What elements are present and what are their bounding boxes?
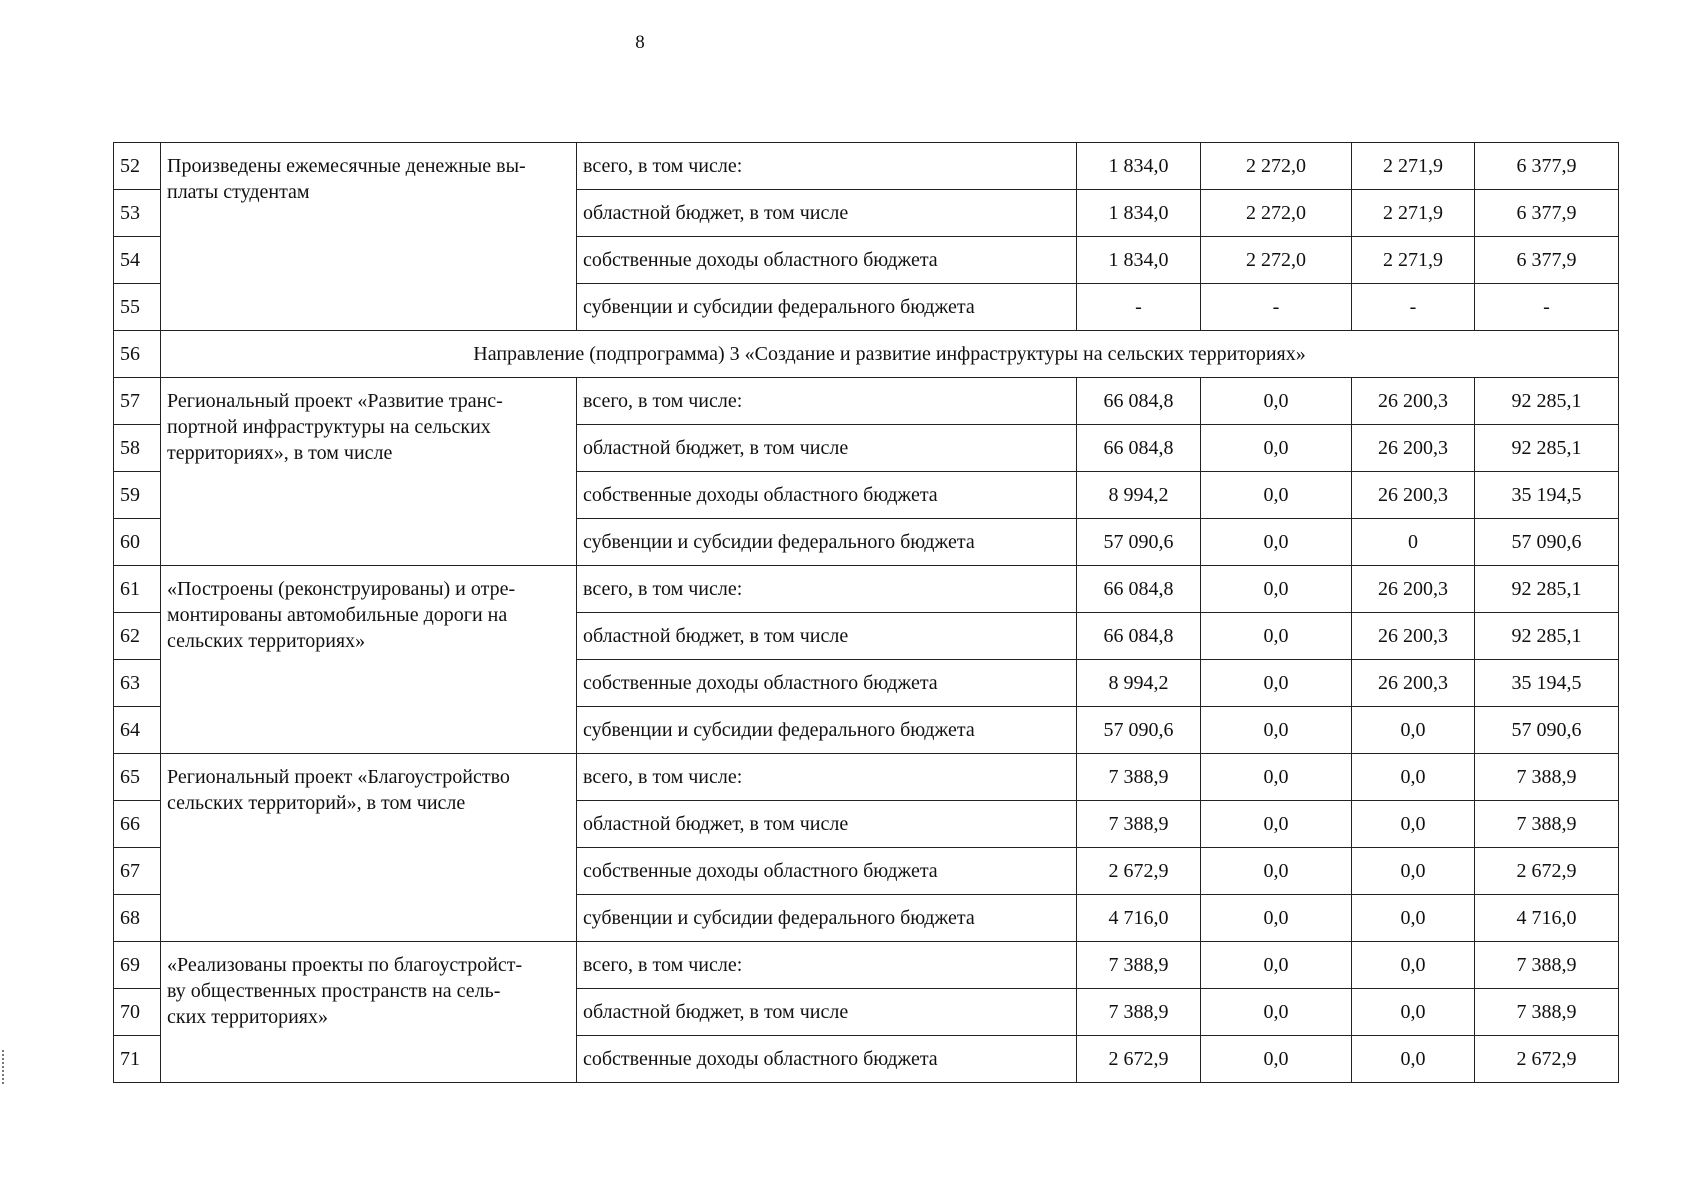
row-number: 57 — [114, 378, 161, 425]
value-year-2: - — [1201, 284, 1352, 331]
value-year-1: 4 716,0 — [1077, 895, 1201, 942]
funding-source-label: субвенции и субсидии федерального бюджета — [577, 707, 1077, 754]
value-year-3: - — [1352, 284, 1475, 331]
value-year-2: 0,0 — [1201, 989, 1352, 1036]
funding-source-label: собственные доходы областного бюджета — [577, 472, 1077, 519]
value-year-2: 0,0 — [1201, 566, 1352, 613]
table-row — [114, 754, 1619, 801]
value-year-1: - — [1077, 284, 1201, 331]
value-year-1: 57 090,6 — [1077, 519, 1201, 566]
value-year-3: 2 271,9 — [1352, 143, 1475, 190]
value-total: 92 285,1 — [1475, 378, 1619, 425]
funding-source-label: областной бюджет, в том числе — [577, 425, 1077, 472]
value-year-3: 2 271,9 — [1352, 237, 1475, 284]
funding-source-label: собственные доходы областного бюджета — [577, 1036, 1077, 1083]
row-number: 60 — [114, 519, 161, 566]
value-year-3: 0,0 — [1352, 989, 1475, 1036]
row-number: 59 — [114, 472, 161, 519]
row-number: 65 — [114, 754, 161, 801]
funding-source-label: всего, в том числе: — [577, 378, 1077, 425]
value-year-1: 1 834,0 — [1077, 190, 1201, 237]
value-total: 7 388,9 — [1475, 801, 1619, 848]
row-number: 63 — [114, 660, 161, 707]
value-year-1: 66 084,8 — [1077, 378, 1201, 425]
row-number: 54 — [114, 237, 161, 284]
measure-name: «Реализованы проекты по благоустройст- ву общественных пространств на сель- ских территориях» — [167, 954, 523, 1028]
value-year-2: 2 272,0 — [1201, 143, 1352, 190]
row-number: 53 — [114, 190, 161, 237]
row-number: 66 — [114, 801, 161, 848]
value-year-1: 1 834,0 — [1077, 237, 1201, 284]
value-year-3: 26 200,3 — [1352, 660, 1475, 707]
row-number: 67 — [114, 848, 161, 895]
value-total: 92 285,1 — [1475, 566, 1619, 613]
page-number: 8 — [635, 32, 645, 53]
value-year-1: 7 388,9 — [1077, 754, 1201, 801]
value-year-3: 0,0 — [1352, 754, 1475, 801]
value-total: 7 388,9 — [1475, 989, 1619, 1036]
value-total: 57 090,6 — [1475, 519, 1619, 566]
table-row — [114, 566, 1619, 613]
value-total: - — [1475, 284, 1619, 331]
value-year-3: 0,0 — [1352, 895, 1475, 942]
value-total: 6 377,9 — [1475, 190, 1619, 237]
funding-source-label: областной бюджет, в том числе — [577, 613, 1077, 660]
value-year-2: 2 272,0 — [1201, 190, 1352, 237]
measure-name: «Построены (реконструированы) и отре- монтированы автомобильные дороги на сельских территориях» — [167, 578, 516, 652]
section-row — [114, 331, 1619, 378]
value-year-2: 0,0 — [1201, 754, 1352, 801]
budget-table-body — [114, 143, 1619, 1083]
row-number: 56 — [114, 331, 161, 378]
funding-source-label: субвенции и субсидии федерального бюджета — [577, 284, 1077, 331]
row-number: 71 — [114, 1036, 161, 1083]
value-year-1: 66 084,8 — [1077, 613, 1201, 660]
value-total: 7 388,9 — [1475, 754, 1619, 801]
value-total: 2 672,9 — [1475, 1036, 1619, 1083]
value-year-2: 0,0 — [1201, 801, 1352, 848]
value-year-3: 0,0 — [1352, 1036, 1475, 1083]
value-total: 57 090,6 — [1475, 707, 1619, 754]
funding-source-label: субвенции и субсидии федерального бюджета — [577, 519, 1077, 566]
value-year-3: 0,0 — [1352, 801, 1475, 848]
funding-source-label: собственные доходы областного бюджета — [577, 237, 1077, 284]
table-row — [114, 143, 1619, 190]
value-year-3: 26 200,3 — [1352, 425, 1475, 472]
value-year-1: 7 388,9 — [1077, 942, 1201, 989]
funding-source-label: субвенции и субсидии федерального бюджета — [577, 895, 1077, 942]
value-year-2: 0,0 — [1201, 472, 1352, 519]
value-year-2: 0,0 — [1201, 942, 1352, 989]
value-year-2: 0,0 — [1201, 848, 1352, 895]
value-year-1: 8 994,2 — [1077, 660, 1201, 707]
value-total: 35 194,5 — [1475, 660, 1619, 707]
scan-margin-mark — [2, 1050, 6, 1084]
funding-source-label: всего, в том числе: — [577, 566, 1077, 613]
value-year-1: 2 672,9 — [1077, 848, 1201, 895]
row-number: 52 — [114, 143, 161, 190]
value-year-3: 0,0 — [1352, 707, 1475, 754]
budget-table — [113, 142, 1619, 1083]
value-year-2: 0,0 — [1201, 707, 1352, 754]
value-year-1: 7 388,9 — [1077, 801, 1201, 848]
value-total: 6 377,9 — [1475, 237, 1619, 284]
row-number: 58 — [114, 425, 161, 472]
funding-source-label: областной бюджет, в том числе — [577, 989, 1077, 1036]
value-year-3: 2 271,9 — [1352, 190, 1475, 237]
value-year-2: 0,0 — [1201, 519, 1352, 566]
table-row — [114, 378, 1619, 425]
value-total: 4 716,0 — [1475, 895, 1619, 942]
measure-name-cell — [161, 378, 577, 566]
measure-name-cell — [161, 754, 577, 942]
row-number: 64 — [114, 707, 161, 754]
section-title: Направление (подпрограмма) 3 «Создание и развитие инфраструктуры на сельских территориях» — [161, 331, 1619, 378]
row-number: 70 — [114, 989, 161, 1036]
measure-name-cell — [161, 942, 577, 1083]
funding-source-label: всего, в том числе: — [577, 942, 1077, 989]
row-number: 55 — [114, 284, 161, 331]
table-row — [114, 942, 1619, 989]
row-number: 68 — [114, 895, 161, 942]
value-year-1: 8 994,2 — [1077, 472, 1201, 519]
value-year-3: 0,0 — [1352, 942, 1475, 989]
measure-name-cell — [161, 143, 577, 331]
value-year-3: 0 — [1352, 519, 1475, 566]
value-total: 92 285,1 — [1475, 613, 1619, 660]
value-year-2: 0,0 — [1201, 660, 1352, 707]
funding-source-label: всего, в том числе: — [577, 143, 1077, 190]
value-year-2: 0,0 — [1201, 895, 1352, 942]
row-number: 61 — [114, 566, 161, 613]
value-year-3: 0,0 — [1352, 848, 1475, 895]
value-total: 92 285,1 — [1475, 425, 1619, 472]
value-total: 35 194,5 — [1475, 472, 1619, 519]
funding-source-label: областной бюджет, в том числе — [577, 190, 1077, 237]
value-total: 6 377,9 — [1475, 143, 1619, 190]
value-total: 2 672,9 — [1475, 848, 1619, 895]
row-number: 69 — [114, 942, 161, 989]
funding-source-label: собственные доходы областного бюджета — [577, 660, 1077, 707]
funding-source-label: всего, в том числе: — [577, 754, 1077, 801]
value-year-3: 26 200,3 — [1352, 566, 1475, 613]
value-year-3: 26 200,3 — [1352, 613, 1475, 660]
value-year-3: 26 200,3 — [1352, 472, 1475, 519]
row-number: 62 — [114, 613, 161, 660]
value-year-2: 0,0 — [1201, 378, 1352, 425]
value-year-3: 26 200,3 — [1352, 378, 1475, 425]
value-year-2: 2 272,0 — [1201, 237, 1352, 284]
value-year-1: 2 672,9 — [1077, 1036, 1201, 1083]
measure-name: Региональный проект «Развитие транс- портной инфраструктуры на сельских территориях», в том числе — [167, 390, 503, 464]
value-year-1: 66 084,8 — [1077, 425, 1201, 472]
value-year-1: 1 834,0 — [1077, 143, 1201, 190]
value-year-2: 0,0 — [1201, 425, 1352, 472]
funding-source-label: собственные доходы областного бюджета — [577, 848, 1077, 895]
value-year-2: 0,0 — [1201, 613, 1352, 660]
value-total: 7 388,9 — [1475, 942, 1619, 989]
value-year-1: 66 084,8 — [1077, 566, 1201, 613]
funding-source-label: областной бюджет, в том числе — [577, 801, 1077, 848]
measure-name: Произведены ежемесячные денежные вы- платы студентам — [167, 155, 526, 203]
value-year-1: 7 388,9 — [1077, 989, 1201, 1036]
value-year-2: 0,0 — [1201, 1036, 1352, 1083]
measure-name: Региональный проект «Благоустройство сельских территорий», в том числе — [167, 766, 510, 814]
value-year-1: 57 090,6 — [1077, 707, 1201, 754]
measure-name-cell — [161, 566, 577, 754]
